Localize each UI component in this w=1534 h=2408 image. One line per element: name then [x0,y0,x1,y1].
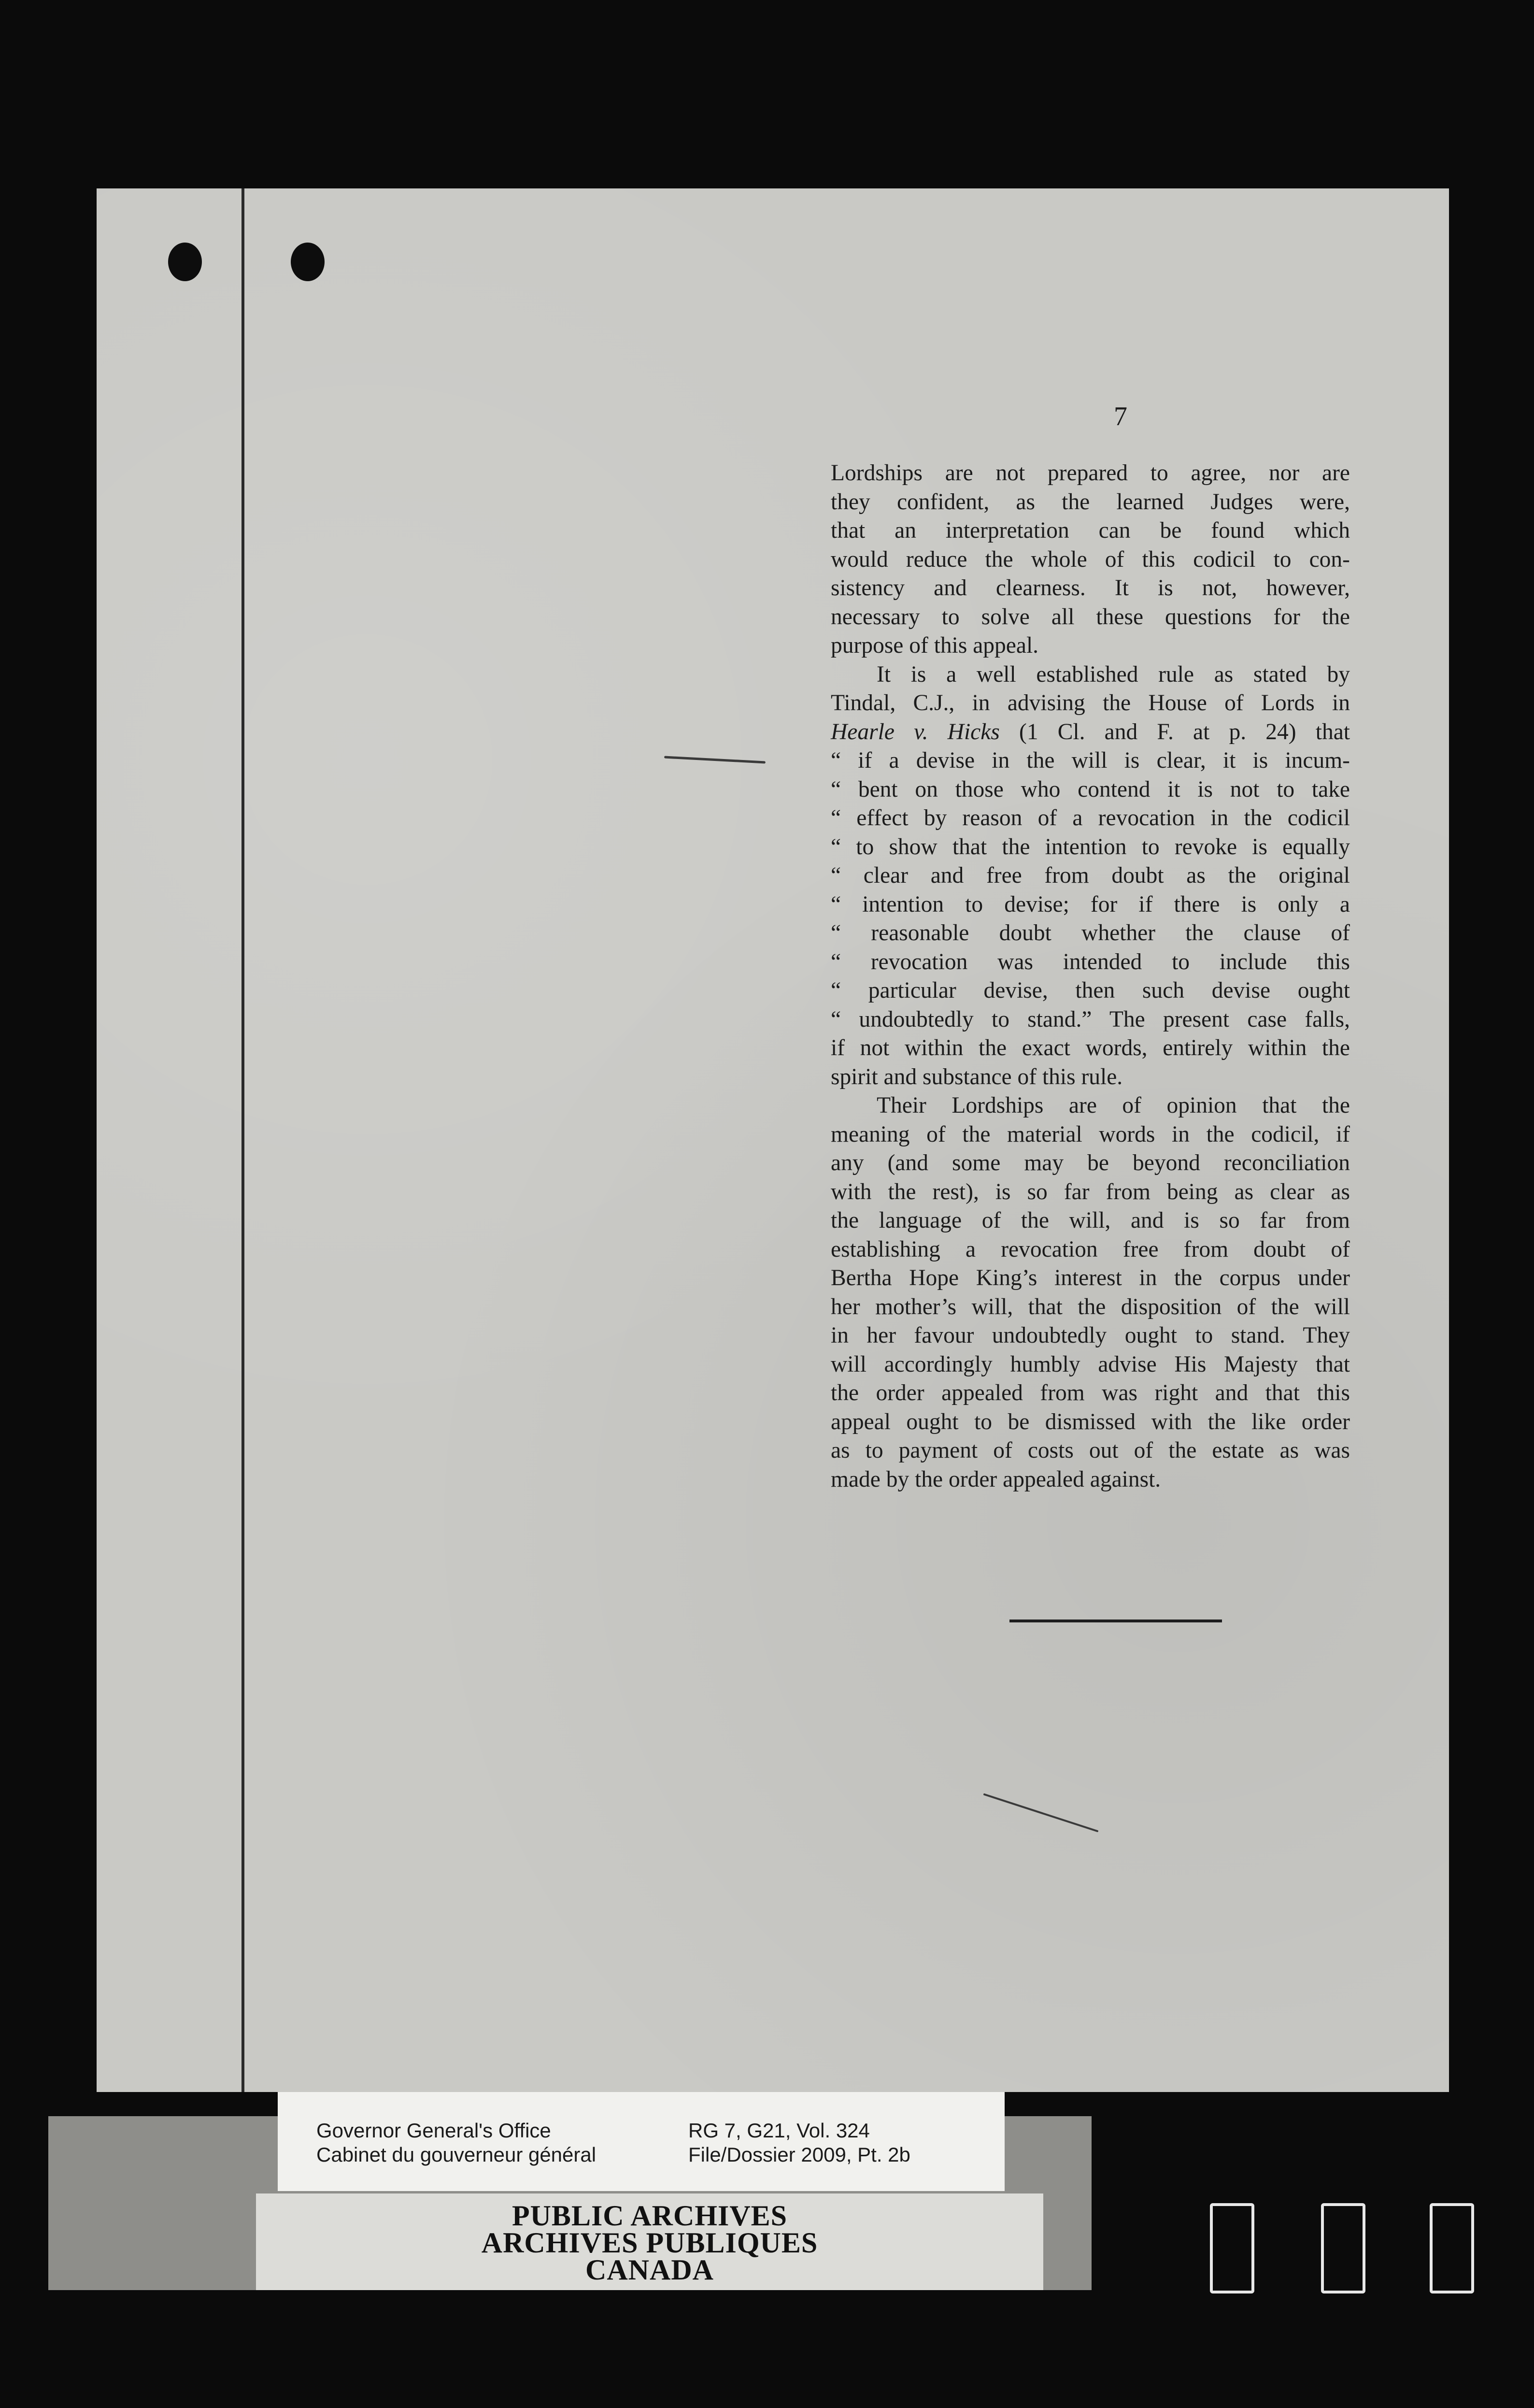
case-name: Hearle v. Hicks [831,719,1000,745]
file-number: File/Dossier 2009, Pt. 2b [688,2143,910,2166]
page-number: 7 [1114,401,1127,431]
office-names [316,2119,596,2167]
frame-counter-digit [1321,2203,1365,2293]
text-line: as to payment of costs out of the estate as was [831,1438,1350,1463]
case-citation: (1 Cl. and F. at p. 24) that [999,719,1350,745]
quote-line: “ clear and free from doubt as the original [831,863,1350,888]
paragraph-3 [831,1091,1350,1494]
text-line: Their Lordships are of opinion that the [877,1093,1350,1118]
text-line: appeal ought to be dismissed with the like order [831,1409,1350,1434]
document-page [97,188,1449,2092]
quote-line: “ bent on those who contend it is not to take [831,776,1350,802]
text-line: any (and some may be beyond reconciliation [831,1150,1350,1175]
text-line: made by the order appealed against. [831,1466,1161,1492]
text-line: purpose of this appeal. [831,633,1039,658]
quote-line: “ if a devise in the will is clear, it is incum- [831,748,1350,773]
office-name-fr: Cabinet du gouverneur général [316,2143,597,2166]
archive-name-fr: ARCHIVES PUBLIQUES [481,2227,818,2259]
text-line: they confident, as the learned Judges were, [831,489,1350,515]
archive-stamp [256,2193,1043,2290]
text-line [831,718,1350,747]
text-line: spirit and substance of this rule. [831,1064,1123,1089]
paragraph-2 [831,660,1350,1092]
margin-rule [241,188,244,2092]
text-line: the order appealed from was right and that this [831,1380,1350,1405]
archive-reference-label [278,2092,1005,2191]
file-reference [688,2119,910,2167]
text-line: meaning of the material words in the codicil, if [831,1121,1350,1147]
stray-mark [983,1793,1098,1832]
text-line: sistency and clearness. It is not, however, [831,575,1350,601]
quote-line: “ revocation was intended to include this [831,949,1350,975]
punch-hole [291,243,325,281]
text-line: Tindal, C.J., in advising the House of Lords in [831,690,1350,716]
text-line: establishing a revocation free from doubt of [831,1236,1350,1262]
archive-name-en: PUBLIC ARCHIVES [511,2200,788,2232]
text-line: the language of the will, and is so far from [831,1208,1350,1233]
frame-counter-digit [1430,2203,1474,2293]
text-line: in her favour undoubtedly ought to stand. They [831,1323,1350,1348]
punch-hole [168,243,202,281]
judgment-text [831,459,1350,1494]
text-line: Lordships are not prepared to agree, nor are [831,460,1350,486]
text-line: Bertha Hope King’s interest in the corpus under [831,1265,1350,1290]
end-rule [1009,1620,1222,1622]
text-line: It is a well established rule as stated by [877,661,1350,687]
text-line: with the rest), is so far from being as clear as [831,1179,1350,1204]
quote-line: “ undoubtedly to stand.” The present case falls, [831,1006,1350,1032]
text-line: that an interpretation can be found which [831,518,1350,543]
quote-line: “ to show that the intention to revoke is equally [831,834,1350,860]
frame-counter-digit [1210,2203,1254,2293]
quote-line: “ reasonable doubt whether the clause of [831,920,1350,946]
quote-line: “ particular devise, then such devise ought [831,978,1350,1003]
paragraph-1 [831,459,1350,660]
archive-country: CANADA [585,2254,714,2286]
text-line: if not within the exact words, entirely within the [831,1035,1350,1061]
text-line: her mother’s will, that the disposition of the will [831,1294,1350,1319]
text-line: would reduce the whole of this codicil to con- [831,546,1350,572]
quote-line: “ effect by reason of a revocation in the codicil [831,805,1350,831]
text-line: will accordingly humbly advise His Majesty that [831,1351,1350,1377]
quote-line: “ intention to devise; for if there is only a [831,891,1350,917]
record-group: RG 7, G21, Vol. 324 [688,2119,870,2142]
office-name-en: Governor General's Office [316,2119,551,2142]
stray-mark [664,756,766,764]
text-line: necessary to solve all these questions for the [831,604,1350,630]
